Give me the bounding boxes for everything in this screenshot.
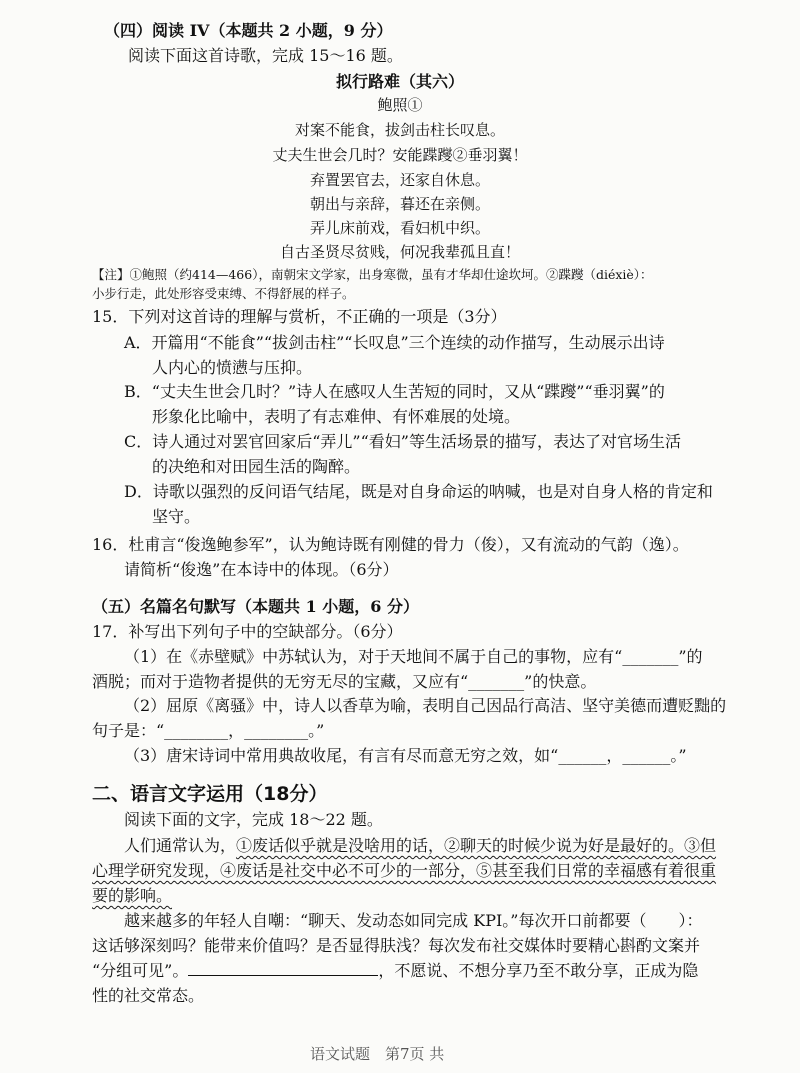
section-5-heading: （五）名篇名句默写（本题共 1 小题，6 分） (92, 597, 419, 616)
page-footer: 语文试题 第7页 共 (310, 1045, 445, 1063)
q15-option-a-line-1: A．开篇用“不能食”“拔剑击柱”“长叹息”三个连续的动作描写，生动展示出诗 (124, 333, 665, 352)
passage-paragraph-2-line-3 (92, 961, 698, 981)
q17-part-3: （3）唐宋诗词中常用典故收尾，有言有尽而意无穷之效，如“______，______。” (124, 746, 687, 765)
poem-note-line-1: 【注】①鲍照（约414—466），南朝宋文学家，出身寒微，虽有才华却仕途坎坷。②蹀躞（diéxiè）： (92, 267, 653, 282)
passage-paragraph-1-line-3 (92, 886, 172, 906)
q15-option-b-line-2: 形象化比喻中，表明了有志难伸、有怀难展的处境。 (152, 407, 521, 426)
passage-intro: 人们通常认为， (124, 836, 237, 855)
q15-option-d-line-1: D．诗歌以强烈的反问语气结尾，既是对自身命运的呐喊，也是对自身人格的肯定和 (124, 482, 713, 501)
q16-line-1: 16．杜甫言“俊逸鲍参军”，认为鲍诗既有刚健的骨力（俊），又有流动的气韵（逸）。 (92, 535, 689, 554)
poem-line-6: 自古圣贤尽贫贱，何况我辈孤且直！ (279, 243, 520, 261)
q17-stem: 17．补写出下列句子中的空缺部分。（6分） (92, 622, 403, 641)
poem-author: 鲍照① (377, 96, 423, 114)
poem-line-3: 弃置罢官去，还家自休息。 (309, 171, 490, 189)
wavy-underlined-sentences-2: 心理学研究发现，④废话是社交中必不可少的一部分，⑤甚至我们日常的幸福感有着很重 (92, 861, 717, 880)
q15-option-d-line-2: 坚守。 (152, 507, 201, 526)
q15-option-a-line-2: 人内心的愤懑与压抑。 (152, 358, 313, 377)
passage-paragraph-2-line-4: 性的社交常态。 (92, 986, 205, 1005)
poem-title: 拟行路难（其六） (335, 72, 464, 91)
passage-group-visible: “分组可见”。 (92, 961, 189, 980)
passage-paragraph-1-line-1 (124, 836, 716, 856)
passage-paragraph-2-line-2: 这话够深刻吗？能带来价值吗？是否显得肤浅？每次发布社交媒体时要精心斟酌文案并 (92, 936, 701, 955)
answer-blank-line (188, 961, 378, 976)
poem-line-5: 弄儿床前戏，看妇机中织。 (309, 219, 490, 237)
part-2-instruction: 阅读下面的文字，完成 18～22 题。 (124, 810, 383, 829)
poem-note-line-2: 小步行走，此处形容受束缚、不得舒展的样子。 (92, 286, 355, 301)
q16-line-2: 请简析“俊逸”在本诗中的体现。（6分） (124, 560, 399, 579)
poem-line-2: 丈夫生世会几时？安能蹀躞②垂羽翼！ (272, 146, 528, 164)
poem-line-4: 朝出与亲辞，暮还在亲侧。 (309, 195, 490, 213)
section-4-heading: （四）阅读 IV（本题共 2 小题，9 分） (104, 21, 393, 40)
q15-option-c-line-2: 的决绝和对田园生活的陶醉。 (152, 457, 361, 476)
q17-part-1-line-1: （1）在《赤壁赋》中苏轼认为，对于天地间不属于自己的事物，应有“_______”的 (124, 647, 703, 666)
wavy-underlined-sentences-1: ①废话似乎就是没啥用的话，②聊天的时候少说为好是最好的。③但 (236, 836, 717, 855)
wavy-underlined-sentences-3: 要的影响。 (92, 886, 173, 905)
passage-paragraph-1-line-2 (92, 861, 716, 881)
q15-option-c-line-1: C．诗人通过对罢官回家后“弄儿”“看妇”等生活场景的描写，表达了对官场生活 (124, 432, 681, 451)
passage-paragraph-2-line-1: 越来越多的年轻人自嘲：“聊天、发动态如同完成 KPI。”每次开口前都要（ ）： (124, 911, 703, 930)
q15-stem: 15．下列对这首诗的理解与赏析，不正确的一项是（3分） (92, 307, 507, 326)
section-4-instruction: 阅读下面这首诗歌，完成 15～16 题。 (128, 46, 403, 65)
passage-line-3-tail: ，不愿说、不想分享乃至不敢分享，正成为隐 (378, 961, 699, 980)
poem-line-1: 对案不能食，拔剑击柱长叹息。 (294, 121, 505, 139)
q17-part-2-line-1: （2）屈原《离骚》中，诗人以香草为喻，表明自己因品行高洁、坚守美德而遭贬黜的 (124, 696, 727, 715)
q15-option-b-line-1: B．“丈夫生世会几时？”诗人在感叹人生苦短的同时，又从“蹀躞”“垂羽翼”的 (124, 382, 665, 401)
part-2-heading: 二、语言文字运用（18分） (92, 783, 328, 805)
q17-part-1-line-2: 酒脱；而对于造物者提供的无穷无尽的宝藏，又应有“_______”的快意。 (92, 672, 597, 691)
q17-part-2-line-2: 句子是：“________，________。” (92, 721, 325, 740)
